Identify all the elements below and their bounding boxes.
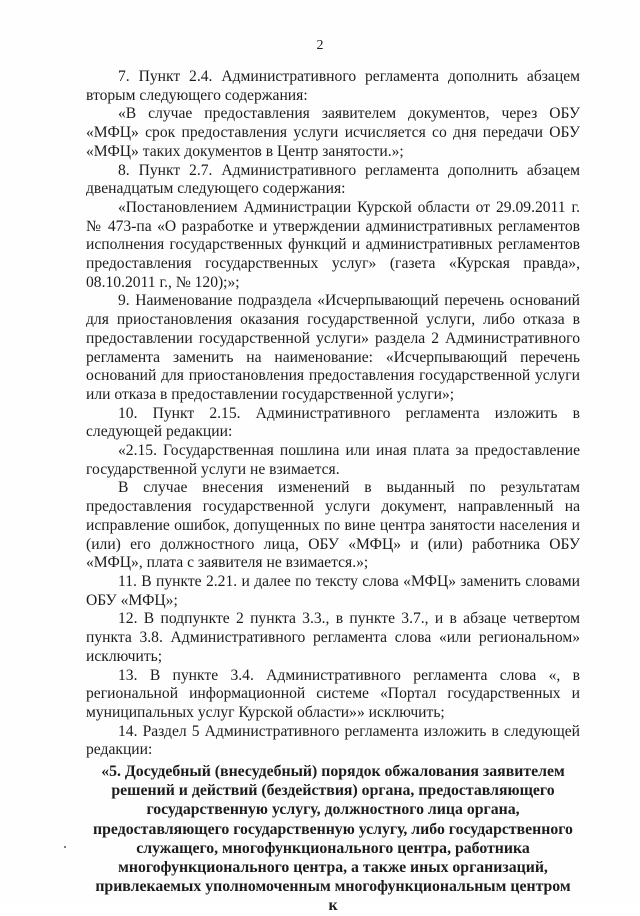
paragraph-item-9: 9. Наименование подраздела «Исчерпывающий перечень оснований для приостановления оказания государственной услуги, либо отказа в предоставлении государственной услуги» раздела 2 Административного регламента заменить на наименование: «Исчерпывающий перечень оснований для приостановления предоставления государственной услуги или отказа в предоставлении государственной услуги»;	[86, 292, 580, 403]
paragraph-item-10: 10. Пункт 2.15. Административного регламента изложить в следующей редакции:	[86, 404, 580, 441]
paragraph-item-13: 13. В пункте 3.4. Административного регламента слова «, в региональной информационной системе «Портал государственных и муниципальных услуг Курской области»» исключить;	[86, 666, 580, 721]
paragraph-item-14: 14. Раздел 5 Административного регламента изложить в следующей редакции:	[86, 722, 580, 759]
paragraph-item-12: 12. В подпункте 2 пункта 3.3., в пункте 3.7., и в абзаце четвертом пункта 3.8. Административного регламента слова «или региональном» исключить;	[86, 610, 580, 665]
page-number: 2	[316, 38, 324, 53]
paragraph-item-11: 11. В пункте 2.21. и далее по тексту слова «МФЦ» заменить словами ОБУ «МФЦ»;	[86, 572, 580, 609]
scan-speck	[64, 846, 66, 848]
paragraph-item-8: 8. Пункт 2.7. Административного регламента дополнить абзацем двенадцатым следующего содержания:	[86, 161, 580, 198]
paragraph-quote-2-15: «2.15. Государственная пошлина или иная плата за предоставление государственной услуги не взимается.	[86, 442, 580, 478]
section-5-title: «5. Досудебный (внесудебный) порядок обжалования заявителем решений и действий (бездействия) органа, предоставляющего государственную услугу, должностного лица органа, предоставляющего государственную услугу, либо государственного служащего, многофункционального центра, работника многофункционального центра, а также иных организаций, привлекаемых уполномоченным многофункциональным центром к	[93, 763, 573, 915]
paragraph-quote-2-4: «В случае предоставления заявителем документов, через ОБУ «МФЦ» срок предоставления услуги исчисляется со дня передачи ОБУ «МФЦ» таких документов в Центр занятости.»;	[86, 105, 580, 160]
paragraph-quote-2-7: «Постановлением Администрации Курской области от 29.09.2011 г. № 473-па «О разработке и утверждении административных регламентов исполнения государственных функций и административных регламентов предоставления государственных услуг» (газета «Курская правда», 08.10.2011 г., № 120);»;	[86, 198, 580, 291]
paragraph-item-7: 7. Пункт 2.4. Административного регламента дополнить абзацем вторым следующего содержания:	[86, 68, 580, 104]
paragraph-quote-2-15-cont: В случае внесения изменений в выданный по результатам предоставления государственной услуги документ, направленный на исправление ошибок, допущенных по вине центра занятости населения и (или) его должностного лица, ОБУ «МФЦ» и (или) работника ОБУ «МФЦ», плата с заявителя не взимается.»;	[86, 479, 580, 572]
document-body	[86, 68, 580, 916]
